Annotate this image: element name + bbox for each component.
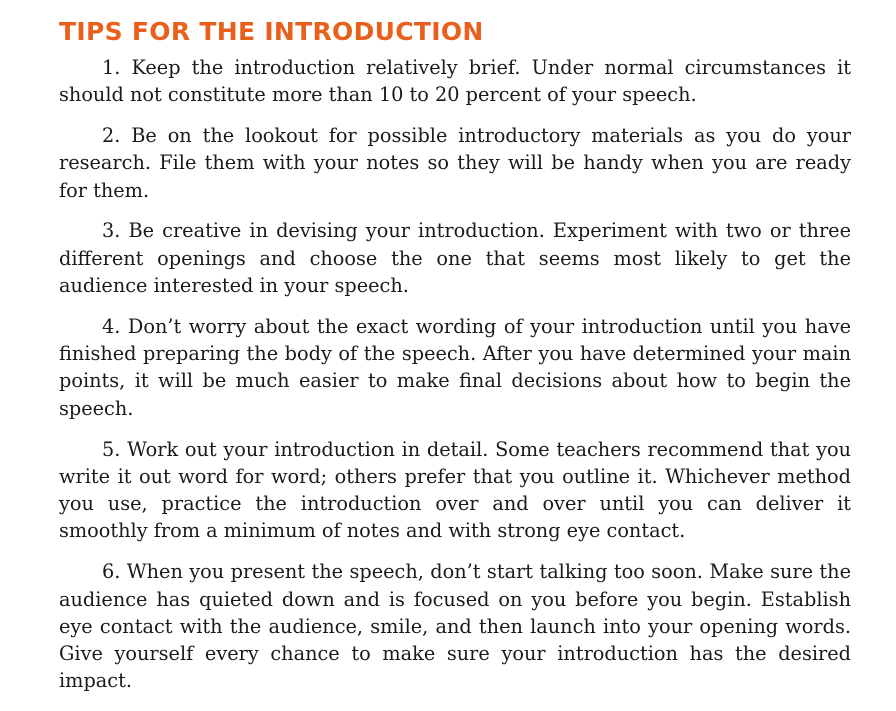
tip-paragraph: 4. Don’t worry about the exact wording of your introduction until you have finished preparing the body of the speech. After you have determined your main points, it will be much easier to make final decisions about how to begin the speech. xyxy=(59,314,851,420)
tip-paragraph: 3. Be creative in devising your introduction. Experiment with two or three different openings and choose the one that seems most likely to get the audience interested in your speech. xyxy=(59,219,851,298)
section-heading: TIPS FOR THE INTRODUCTION xyxy=(59,17,484,46)
tip-paragraph: 1. Keep the introduction relatively brief. Under normal circumstances it should not constitute more than 10 to 20 percent of your speech. xyxy=(59,56,851,107)
tip-paragraph: 5. Work out your introduction in detail. Some teachers recommend that you write it out word for word; others prefer that you outline it. Whichever method you use, practice the introduction over and over until you can deliver it smoothly from a minimum of notes and with strong eye contact. xyxy=(59,437,851,543)
tip-paragraph: 6. When you present the speech, don’t start talking too soon. Make sure the audience has quieted down and is focused on you before you begin. Establish eye contact with the audience, smile, and then launch into your opening words. Give yourself every chance to make sure your introduction has the desired impact. xyxy=(59,560,851,693)
tip-paragraph: 2. Be on the lookout for possible introductory materials as you do your research. File them with your notes so they will be handy when you are ready for them. xyxy=(59,124,851,202)
tips-box xyxy=(59,14,851,708)
